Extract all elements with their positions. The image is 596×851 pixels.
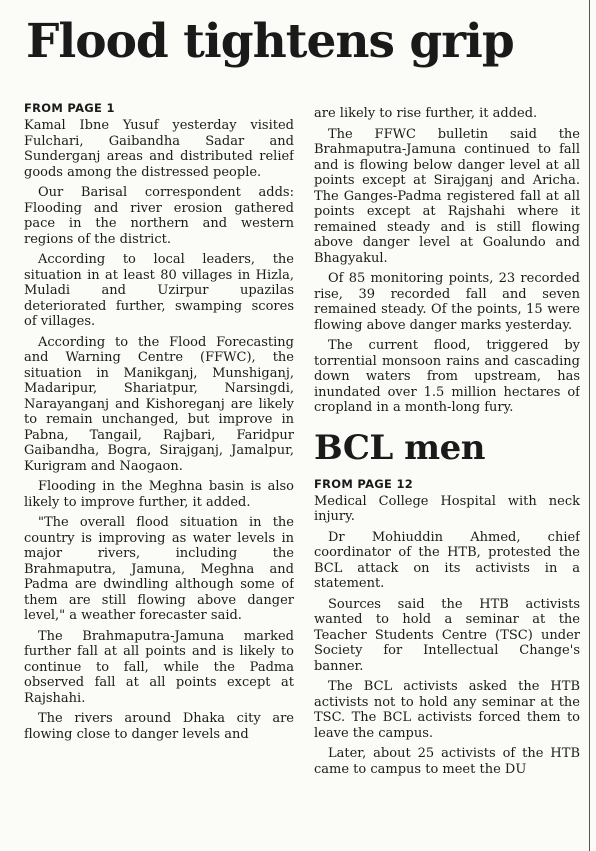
- paragraph: The current flood, triggered by torrential monsoon rains and cascading down waters from upstream, has inundated over 1.5 million hectares of cropland in a month-long fury.: [314, 338, 580, 415]
- kicker: FROM PAGE 12: [314, 476, 414, 491]
- paragraph: Kamal Ibne Yusuf yesterday visited Fulchari, Gaibandha Sadar and Sunderganj areas and distributed relief goods among the distressed people.: [24, 118, 294, 180]
- paragraph: Flooding in the Meghna basin is also likely to improve further, it added.: [24, 479, 294, 510]
- paragraph: Our Barisal correspondent adds: Flooding and river erosion gathered pace in the northern and western regions of the district.: [24, 185, 294, 247]
- second-headline: BCL men: [314, 427, 485, 468]
- paragraph: According to the Flood Forecasting and Warning Centre (FFWC), the situation in Manikganj, Munshiganj, Madaripur, Shariatpur, Narsingdi, Narayanganj and Kishoreganj are likely to remain unchanged, but improve in Pabna, Tangail, Rajbari, Faridpur Gaibandha, Bogra, Sirajganj, Jamalpur, Kurigram and Naogaon.: [24, 334, 294, 474]
- paragraph: The BCL activists asked the HTB activists not to hold any seminar at the TSC. The BCL activists forced them to leave the campus.: [314, 679, 580, 741]
- right-column: [314, 106, 580, 851]
- paragraph: Medical College Hospital with neck injury.: [314, 493, 580, 524]
- paragraph: Later, about 25 activists of the HTB came to campus to meet the DU: [314, 746, 580, 777]
- paragraph: The Brahmaputra-Jamuna marked further fall at all points and is likely to continue to fall, while the Padma observed fall at all points except at Rajshahi.: [24, 628, 294, 706]
- paragraph: The FFWC bulletin said the Brahmaputra-Jamuna continued to fall and is flowing below danger level at all points except at Sirajganj and Aricha. The Ganges-Padma registered fall at all points except at Rajshahi where it remained steady and is still flowing above danger level at Goalundo and Bhagyakul.: [314, 126, 580, 266]
- paragraph: Sources said the HTB activists wanted to hold a seminar at the Teacher Students Centre (TSC) under Society for Intellectual Change's banner.: [314, 596, 580, 674]
- paragraph: Of 85 monitoring points, 23 recorded rise, 39 recorded fall and seven remained steady. Of the points, 15 were flowing above danger marks yesterday.: [314, 271, 580, 333]
- headline: Flood tightens grip: [26, 14, 514, 69]
- paragraph: "The overall flood situation in the country is improving as water levels in major rivers, including the Brahmaputra, Jamuna, Meghna and Padma are dwindling although some of them are still flowing above danger level," a weather forecaster said.: [24, 515, 294, 623]
- paragraph: According to local leaders, the situation in at least 80 villages in Hizla, Muladi and Uzirpur upazilas deteriorated further, swamping scores of villages.: [24, 252, 294, 329]
- paragraph: Dr Mohiuddin Ahmed, chief coordinator of the HTB, protested the BCL attack on its activists in a statement.: [314, 529, 580, 591]
- paragraph: The rivers around Dhaka city are flowing close to danger levels and: [24, 711, 294, 742]
- kicker: FROM PAGE 1: [24, 101, 115, 115]
- paragraph: are likely to rise further, it added.: [314, 106, 538, 121]
- column-rule: [589, 0, 590, 851]
- left-column: [24, 100, 294, 851]
